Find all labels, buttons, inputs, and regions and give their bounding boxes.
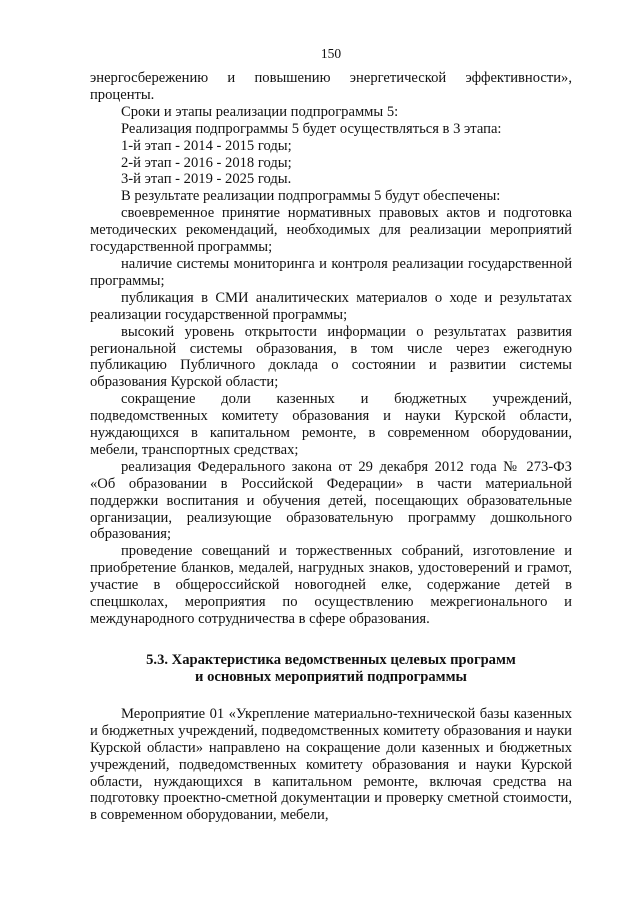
section-heading-line-1: 5.3. Характеристика ведомственных целевых программ <box>146 651 516 668</box>
paragraph: Мероприятие 01 «Укрепление материально-технической базы казенных и бюджетных учреждений, подведомственных комитету образования и науки Курской области» направлено на сокращение доли казенных и бюджетных учреждений, подведомственных комитету образования и науки Курской области, нуждающихся в капитальном ремонте, включая средства на подготовку проектно-сметной документации и проверку сметной стоимости, в современном оборудовании, мебели, <box>90 705 572 824</box>
section-heading <box>90 652 572 686</box>
page-number: 150 <box>320 46 342 61</box>
paragraph: 2-й этап - 2016 - 2018 годы; <box>121 154 292 171</box>
paragraph: высокий уровень открытости информации о результатах развития региональной системы образования, в том числе через ежегодную публикацию Публичного доклада о состоянии и развитии системы образования Курской области; <box>90 323 572 391</box>
paragraph: наличие системы мониторинга и контроля реализации государственной программы; <box>90 255 572 289</box>
paragraph: проведение совещаний и торжественных собраний, изготовление и приобретение бланков, медалей, нагрудных знаков, удостоверений и грамот, участие в общероссийской новогодней елке, содержание детей в спецшколах, мероприятия по осуществлению межрегионального и международного сотрудничества в сфере образования. <box>90 543 572 627</box>
paragraph: своевременное принятие нормативных правовых актов и подготовка методических рекомендаций, необходимых для реализации мероприятий государственной программы; <box>90 205 572 256</box>
paragraph: В результате реализации подпрограммы 5 будут обеспечены: <box>121 188 501 205</box>
paragraph: энергосбережению и повышению энергетической эффективности», проценты. <box>90 70 572 103</box>
section-heading-line-2: и основных мероприятий подпрограммы <box>195 668 467 685</box>
paragraph: Сроки и этапы реализации подпрограммы 5: <box>121 103 399 120</box>
paragraph: сокращение доли казенных и бюджетных учреждений, подведомственных комитету образования и науки Курской области, нуждающихся в капитальном ремонте, в современном оборудовании, мебели, транспортных средствах; <box>90 391 572 458</box>
body-text-top <box>90 70 572 628</box>
paragraph: 3-й этап - 2019 - 2025 годы. <box>121 171 292 188</box>
paragraph: публикация в СМИ аналитических материалов о ходе и результатах реализации государственной программы; <box>90 289 572 323</box>
paragraph: 1-й этап - 2014 - 2015 годы; <box>121 137 292 154</box>
paragraph: реализация Федерального закона от 29 декабря 2012 года № 273-ФЗ «Об образовании в Российской Федерации» в части материальной поддержки воспитания и обучения детей, посещающих образовательные организации, реализующие образовательную программу дошкольного образования; <box>90 458 572 543</box>
paragraph: Реализация подпрограммы 5 будет осуществляться в 3 этапа: <box>121 120 502 137</box>
